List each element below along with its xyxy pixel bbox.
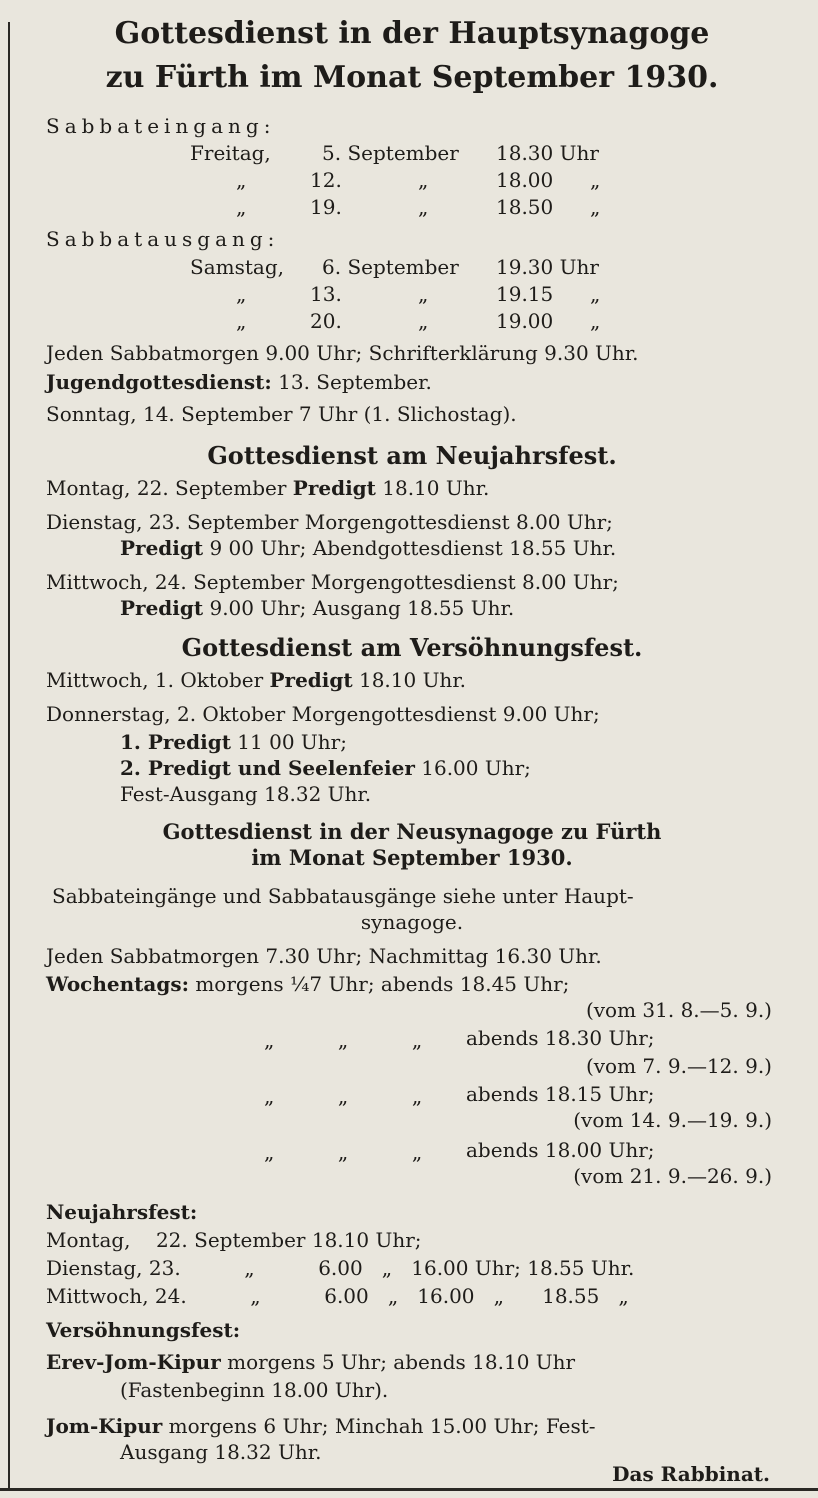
row-ditto: „: [418, 282, 429, 306]
neujahr-montag: [46, 476, 489, 500]
text: 9.00 Uhr; Ausgang 18.55 Uhr.: [203, 596, 515, 620]
predigt-label: Predigt: [292, 476, 376, 500]
row-date: 12.: [310, 168, 342, 192]
row-ditto: „: [418, 195, 429, 219]
erev-jom-kipur-label: Erev-Jom-Kipur: [46, 1350, 221, 1374]
versoehnung-heading: Gottesdienst am Versöhnungsfest.: [181, 633, 643, 662]
sabbatmorgen-line: Jeden Sabbatmorgen 9.00 Uhr; Schrifterklärung 9.30 Uhr.: [46, 341, 639, 365]
neu-sabbatmorgen-line: Jeden Sabbatmorgen 7.30 Uhr; Nachmittag 16.30 Uhr.: [46, 944, 602, 968]
text: 9 00 Uhr; Abendgottesdienst 18.55 Uhr.: [203, 536, 617, 560]
sabbateingaenge-line-1: Sabbateingänge und Sabbatausgänge siehe unter Haupt-: [52, 884, 634, 908]
row-day: Freitag,: [190, 141, 271, 165]
row-date: 6. September: [322, 255, 459, 279]
text: 16.00 Uhr;: [414, 756, 531, 780]
neujahr-dienstag-2: [120, 536, 616, 560]
neujahrsfest-montag: Montag, 22. September 18.10 Uhr;: [46, 1228, 422, 1252]
row-time: 19.00: [496, 309, 554, 333]
neujahr-dienstag-1: Dienstag, 23. September Morgengottesdienst 8.00 Uhr;: [46, 510, 613, 534]
row-unit: „: [590, 195, 601, 219]
predigt-label: 2. Predigt und Seelenfeier: [120, 756, 415, 780]
text: 18.10 Uhr.: [375, 476, 490, 500]
wochentags-abends: abends 18.30 Uhr;: [466, 1026, 655, 1050]
text: morgens ¼7 Uhr; abends 18.45 Uhr;: [188, 972, 570, 996]
sabbateingang-label: Sabbateingang:: [46, 114, 276, 138]
row-time: 18.30 Uhr: [496, 141, 599, 165]
row-time: 18.50: [496, 195, 554, 219]
erev-jom-kipur-line: [46, 1350, 575, 1374]
second-predigt-line: [120, 756, 531, 780]
row-date: 20.: [310, 309, 342, 333]
jugendgottesdienst-line: [46, 370, 432, 394]
row-day: „: [236, 168, 247, 192]
row-time: 18.00: [496, 168, 554, 192]
row-date: 5. September: [322, 141, 459, 165]
title-line-1: Gottesdienst in der Hauptsynagoge: [114, 16, 710, 51]
row-day: „: [236, 195, 247, 219]
date-range: (vom 7. 9.—12. 9.): [585, 1054, 772, 1078]
predigt-label: Predigt: [120, 596, 204, 620]
jugend-label: Jugendgottesdienst:: [46, 370, 272, 394]
wochentags-abends: abends 18.00 Uhr;: [466, 1138, 655, 1162]
neujahr-mittwoch-2: [120, 596, 514, 620]
row-day: „: [236, 309, 247, 333]
text: Mittwoch, 1. Oktober: [46, 668, 270, 692]
text: morgens 5 Uhr; abends 18.10 Uhr: [220, 1350, 576, 1374]
row-ditto: „: [418, 168, 429, 192]
sabbatausgang-label: Sabbatausgang:: [46, 227, 280, 251]
predigt-label: 1. Predigt: [120, 730, 231, 754]
text: Montag, 22. September: [46, 476, 293, 500]
text: morgens 6 Uhr; Minchah 15.00 Uhr; Fest-: [162, 1414, 596, 1438]
predigt-label: Predigt: [269, 668, 353, 692]
row-unit: „: [590, 309, 601, 333]
row-day: „: [236, 282, 247, 306]
slichos-line: Sonntag, 14. September 7 Uhr (1. Slichostag).: [46, 402, 517, 426]
jom-kipur-line: [46, 1414, 596, 1438]
text: 11 00 Uhr;: [230, 730, 347, 754]
signature-rabbinat: Das Rabbinat.: [612, 1462, 770, 1486]
row-time: 19.30 Uhr: [496, 255, 599, 279]
row-day: Samstag,: [190, 255, 284, 279]
ditto-marks: „ „ „: [264, 1028, 423, 1052]
jom-kipur-ausgang-line: Ausgang 18.32 Uhr.: [120, 1440, 322, 1464]
ditto-marks: „ „ „: [264, 1140, 423, 1164]
sabbateingaenge-line-2: synagoge.: [360, 910, 464, 934]
date-range: (vom 31. 8.—5. 9.): [585, 998, 772, 1022]
row-time: 19.15: [496, 282, 554, 306]
neujahr-heading: Gottesdienst am Neujahrsfest.: [207, 441, 617, 470]
wochentags-line: [46, 972, 569, 996]
row-unit: „: [590, 168, 601, 192]
neujahrsfest-dienstag: Dienstag, 23. „ 6.00 „ 16.00 Uhr; 18.55 Uhr.: [46, 1256, 635, 1280]
wochentags-abends: abends 18.15 Uhr;: [466, 1082, 655, 1106]
title-line-2: zu Fürth im Monat September 1930.: [105, 60, 719, 95]
versoehnungsfest-label: Versöhnungsfest:: [46, 1318, 241, 1342]
date-range: (vom 14. 9.—19. 9.): [573, 1108, 772, 1132]
ditto-marks: „ „ „: [264, 1084, 423, 1108]
versoehnung-mittwoch: [46, 668, 466, 692]
jom-kipur-label: Jom-Kipur: [46, 1414, 163, 1438]
neusynagoge-heading-1: Gottesdienst in der Neusynagoge zu Fürth: [162, 819, 662, 844]
neujahrsfest-mittwoch: Mittwoch, 24. „ 6.00 „ 16.00 „ 18.55 „: [46, 1284, 629, 1308]
row-date: 19.: [310, 195, 342, 219]
left-column-rule: [8, 22, 10, 1490]
jugend-text: 13. September.: [271, 370, 432, 394]
versoehnung-donnerstag: Donnerstag, 2. Oktober Morgengottesdienst 9.00 Uhr;: [46, 702, 600, 726]
predigt-label: Predigt: [120, 536, 204, 560]
fastenbeginn-line: (Fastenbeginn 18.00 Uhr).: [120, 1378, 389, 1402]
text: 18.10 Uhr.: [352, 668, 467, 692]
first-predigt-line: [120, 730, 347, 754]
neujahrsfest-label: Neujahrsfest:: [46, 1200, 198, 1224]
row-date: 13.: [310, 282, 342, 306]
neujahr-mittwoch-1: Mittwoch, 24. September Morgengottesdienst 8.00 Uhr;: [46, 570, 619, 594]
wochentags-label: Wochentags:: [46, 972, 189, 996]
row-unit: „: [590, 282, 601, 306]
row-ditto: „: [418, 309, 429, 333]
bottom-rule: [0, 1488, 818, 1491]
neusynagoge-heading-2: im Monat September 1930.: [251, 845, 573, 870]
fest-ausgang-line: Fest-Ausgang 18.32 Uhr.: [120, 782, 372, 806]
date-range: (vom 21. 9.—26. 9.): [573, 1164, 772, 1188]
